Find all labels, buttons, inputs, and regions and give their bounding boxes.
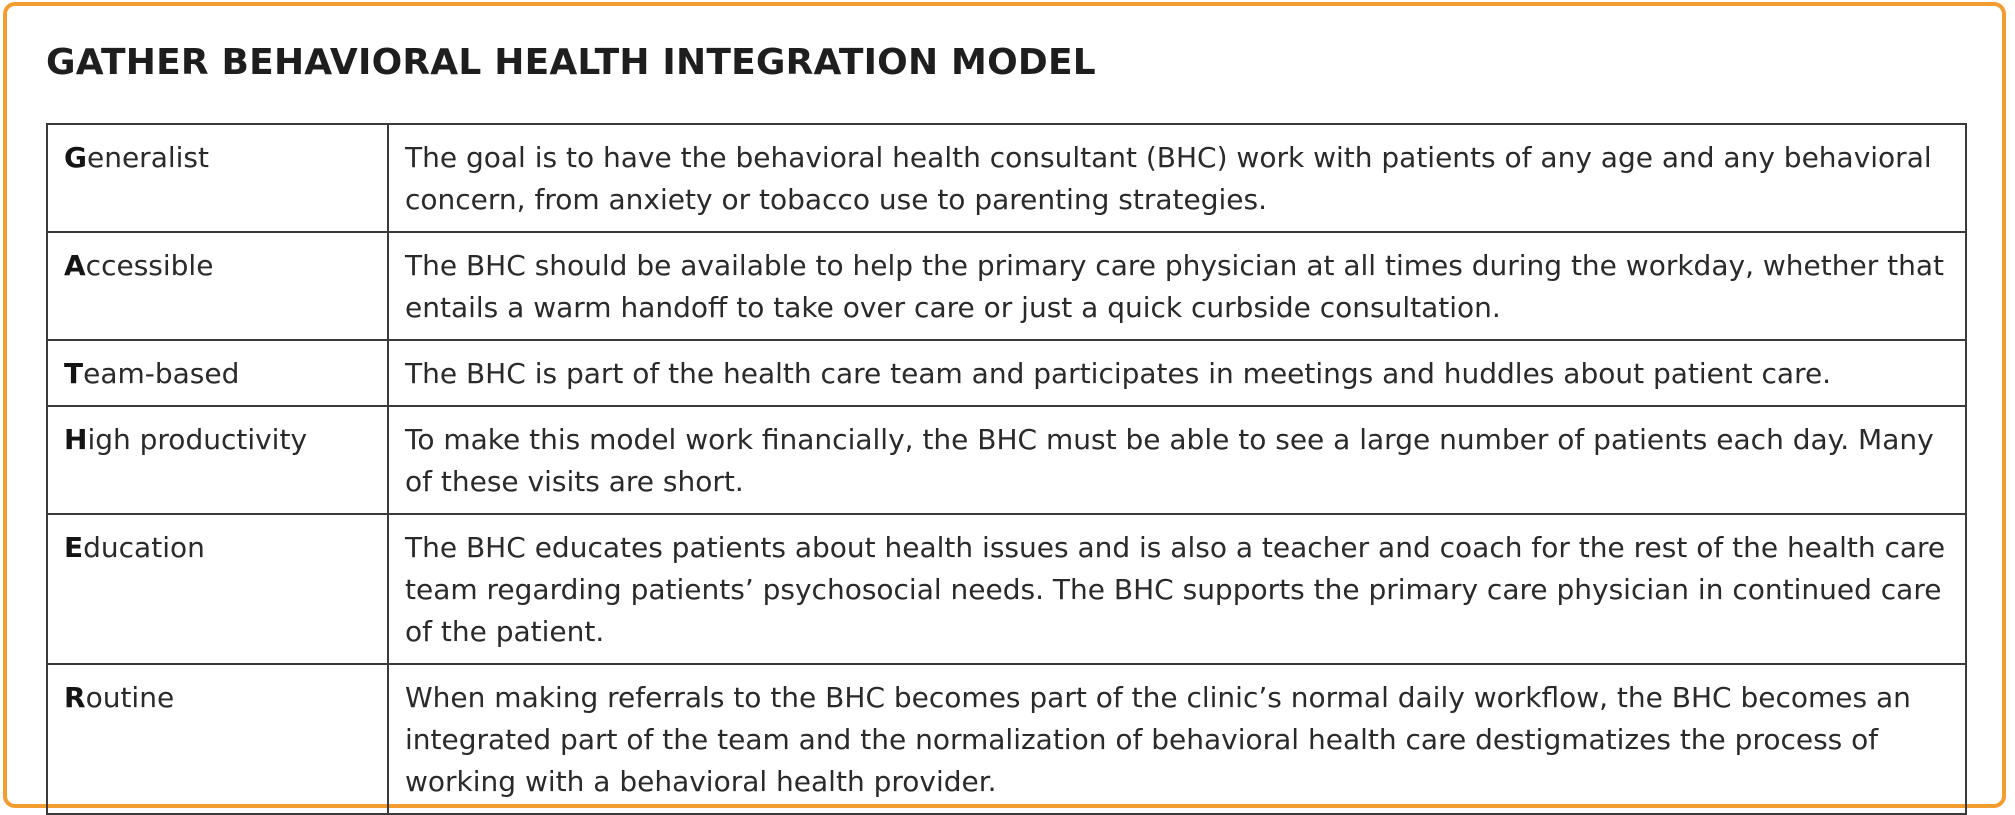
table-row bbox=[47, 514, 1966, 664]
term-cell bbox=[47, 232, 388, 340]
term-cell bbox=[47, 514, 388, 664]
term-initial: T bbox=[64, 357, 84, 390]
table-row bbox=[47, 232, 1966, 340]
term-remainder: ccessible bbox=[85, 249, 214, 282]
description-cell: When making referrals to the BHC becomes part of the clinic’s normal daily workflow, the BHC becomes an integrated part of the team and the normalization of behavioral health care destigmatizes the process of working with a behavioral health provider. bbox=[388, 664, 1966, 814]
description-cell: The BHC is part of the health care team and participates in meetings and huddles about patient care. bbox=[388, 340, 1966, 406]
term-cell bbox=[47, 406, 388, 514]
description-cell: The BHC should be available to help the primary care physician at all times during the workday, whether that entails a warm handoff to take over care or just a quick curbside consultation. bbox=[388, 232, 1966, 340]
page-title: GATHER BEHAVIORAL HEALTH INTEGRATION MODEL bbox=[46, 42, 1096, 83]
term-remainder: outine bbox=[85, 681, 175, 714]
description-cell: The BHC educates patients about health issues and is also a teacher and coach for the rest of the health care team regarding patients’ psychosocial needs. The BHC supports the primary care physician in continued care of the patient. bbox=[388, 514, 1966, 664]
term-initial: H bbox=[64, 423, 88, 456]
term-initial: G bbox=[64, 141, 87, 174]
term-initial: A bbox=[64, 249, 86, 282]
term-cell bbox=[47, 664, 388, 814]
table-row bbox=[47, 124, 1966, 232]
term-cell bbox=[47, 124, 388, 232]
description-cell: The goal is to have the behavioral health consultant (BHC) work with patients of any age and any behavioral concern, from anxiety or tobacco use to parenting strategies. bbox=[388, 124, 1966, 232]
table-row bbox=[47, 340, 1966, 406]
gather-model-table bbox=[46, 123, 1967, 815]
table-row bbox=[47, 406, 1966, 514]
description-cell: To make this model work financially, the BHC must be able to see a large number of patients each day. Many of these visits are short. bbox=[388, 406, 1966, 514]
table-row bbox=[47, 664, 1966, 814]
term-remainder: eam-based bbox=[83, 357, 240, 390]
term-cell bbox=[47, 340, 388, 406]
term-remainder: ducation bbox=[83, 531, 205, 564]
term-initial: R bbox=[64, 681, 86, 714]
term-remainder: igh productivity bbox=[87, 423, 308, 456]
term-remainder: eneralist bbox=[86, 141, 209, 174]
term-initial: E bbox=[64, 531, 84, 564]
